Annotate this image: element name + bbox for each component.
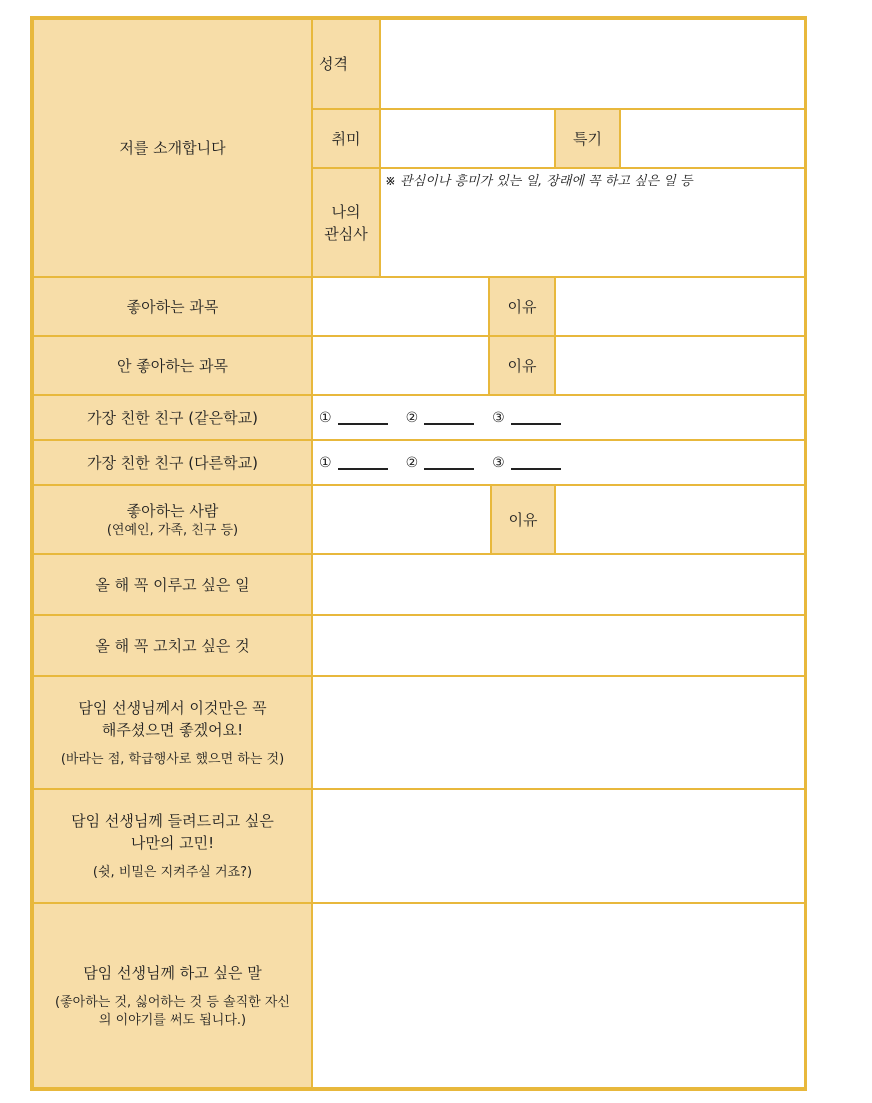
disliked-subject-label <box>33 336 312 395</box>
marker-2: ② <box>405 454 419 471</box>
wish-field[interactable] <box>312 676 805 789</box>
hobby-label-text: 취미 <box>331 129 361 148</box>
disliked-subject-text: 안 좋아하는 과목 <box>117 356 228 375</box>
worry-field[interactable] <box>312 789 805 903</box>
personality-label <box>312 19 380 109</box>
friends-other-label <box>33 440 312 485</box>
interest-label-line2: 관심사 <box>324 224 368 243</box>
wish-line2: 해주셨으면 좋겠어요! <box>101 720 244 739</box>
friend-slot-3[interactable] <box>492 410 561 426</box>
message-sub2: 의 이야기를 써도 됩니다.) <box>98 1012 247 1028</box>
intro-label-text: 저를 소개합니다 <box>119 139 226 157</box>
talent-label-text: 특기 <box>573 129 602 148</box>
favorite-person-sub: (연예인, 가족, 친구 등) <box>106 522 239 538</box>
liked-subject-text: 좋아하는 과목 <box>126 297 219 316</box>
marker-1: ① <box>319 409 332 426</box>
favorite-person-field[interactable] <box>312 485 491 554</box>
talent-field[interactable] <box>620 109 805 168</box>
friends-same-field[interactable] <box>312 395 805 440</box>
favorite-reason-label <box>491 485 555 554</box>
marker-1: ① <box>319 454 332 471</box>
fix-text: 올 해 꼭 고치고 싶은 것 <box>95 636 250 655</box>
worry-line1: 담임 선생님께 들려드리고 싶은 <box>71 812 274 830</box>
favorite-reason-field[interactable] <box>555 485 805 554</box>
favorite-person-text: 좋아하는 사람 <box>126 501 219 520</box>
marker-3: ③ <box>492 409 505 426</box>
worry-line2: 나만의 고민! <box>130 834 215 852</box>
friend-slot-2[interactable] <box>406 410 475 426</box>
goal-field[interactable] <box>312 554 805 615</box>
friends-same-label <box>33 395 312 440</box>
worry-sub: (쉿, 비밀은 지켜주실 거죠?) <box>92 865 253 880</box>
friend-slot-2[interactable] <box>406 455 475 471</box>
disliked-reason-label <box>489 336 555 395</box>
marker-3: ③ <box>492 454 505 471</box>
interest-label <box>312 168 380 277</box>
message-label <box>33 903 312 1088</box>
disliked-reason-text: 이유 <box>507 356 537 375</box>
liked-reason-label <box>489 277 555 336</box>
message-sub1: (좋아하는 것, 싫어하는 것 등 솔직한 자신 <box>55 994 290 1010</box>
friend-slot-3[interactable] <box>492 455 561 471</box>
wish-line1: 담임 선생님께서 이것만은 꼭 <box>78 698 267 717</box>
personality-label-text: 성격 <box>319 55 348 73</box>
liked-subject-label <box>33 277 312 336</box>
marker-2: ② <box>405 409 419 426</box>
liked-reason-field[interactable] <box>555 277 805 336</box>
message-field[interactable] <box>312 903 805 1088</box>
fix-label <box>33 615 312 676</box>
friends-other-field[interactable] <box>312 440 805 485</box>
friend-slot-1[interactable] <box>319 410 388 426</box>
liked-reason-text: 이유 <box>507 297 537 316</box>
talent-label <box>555 109 620 168</box>
wish-sub: (바라는 점, 학급행사로 했으면 하는 것) <box>60 751 285 767</box>
disliked-subject-field[interactable] <box>312 336 489 395</box>
hobby-label <box>312 109 380 168</box>
interest-note: ※ 관심이나 흥미가 있는 일, 장래에 꼭 하고 싶은 일 등 <box>385 174 693 189</box>
goal-label <box>33 554 312 615</box>
friend-slot-1[interactable] <box>319 455 388 471</box>
message-line1: 담임 선생님께 하고 싶은 말 <box>83 963 262 982</box>
fix-field[interactable] <box>312 615 805 676</box>
interest-field[interactable] <box>380 168 805 277</box>
worry-label <box>33 789 312 903</box>
favorite-reason-text: 이유 <box>508 510 538 529</box>
disliked-reason-field[interactable] <box>555 336 805 395</box>
friends-other-text: 가장 친한 친구 (다른학교) <box>87 453 258 472</box>
favorite-person-label <box>33 485 312 554</box>
intro-label <box>33 19 312 277</box>
hobby-field[interactable] <box>380 109 555 168</box>
liked-subject-field[interactable] <box>312 277 489 336</box>
friends-same-text: 가장 친한 친구 (같은학교) <box>87 408 258 427</box>
personality-field[interactable] <box>380 19 805 109</box>
interest-label-line1: 나의 <box>331 202 361 221</box>
goal-text: 올 해 꼭 이루고 싶은 일 <box>95 575 250 594</box>
wish-label <box>33 676 312 789</box>
